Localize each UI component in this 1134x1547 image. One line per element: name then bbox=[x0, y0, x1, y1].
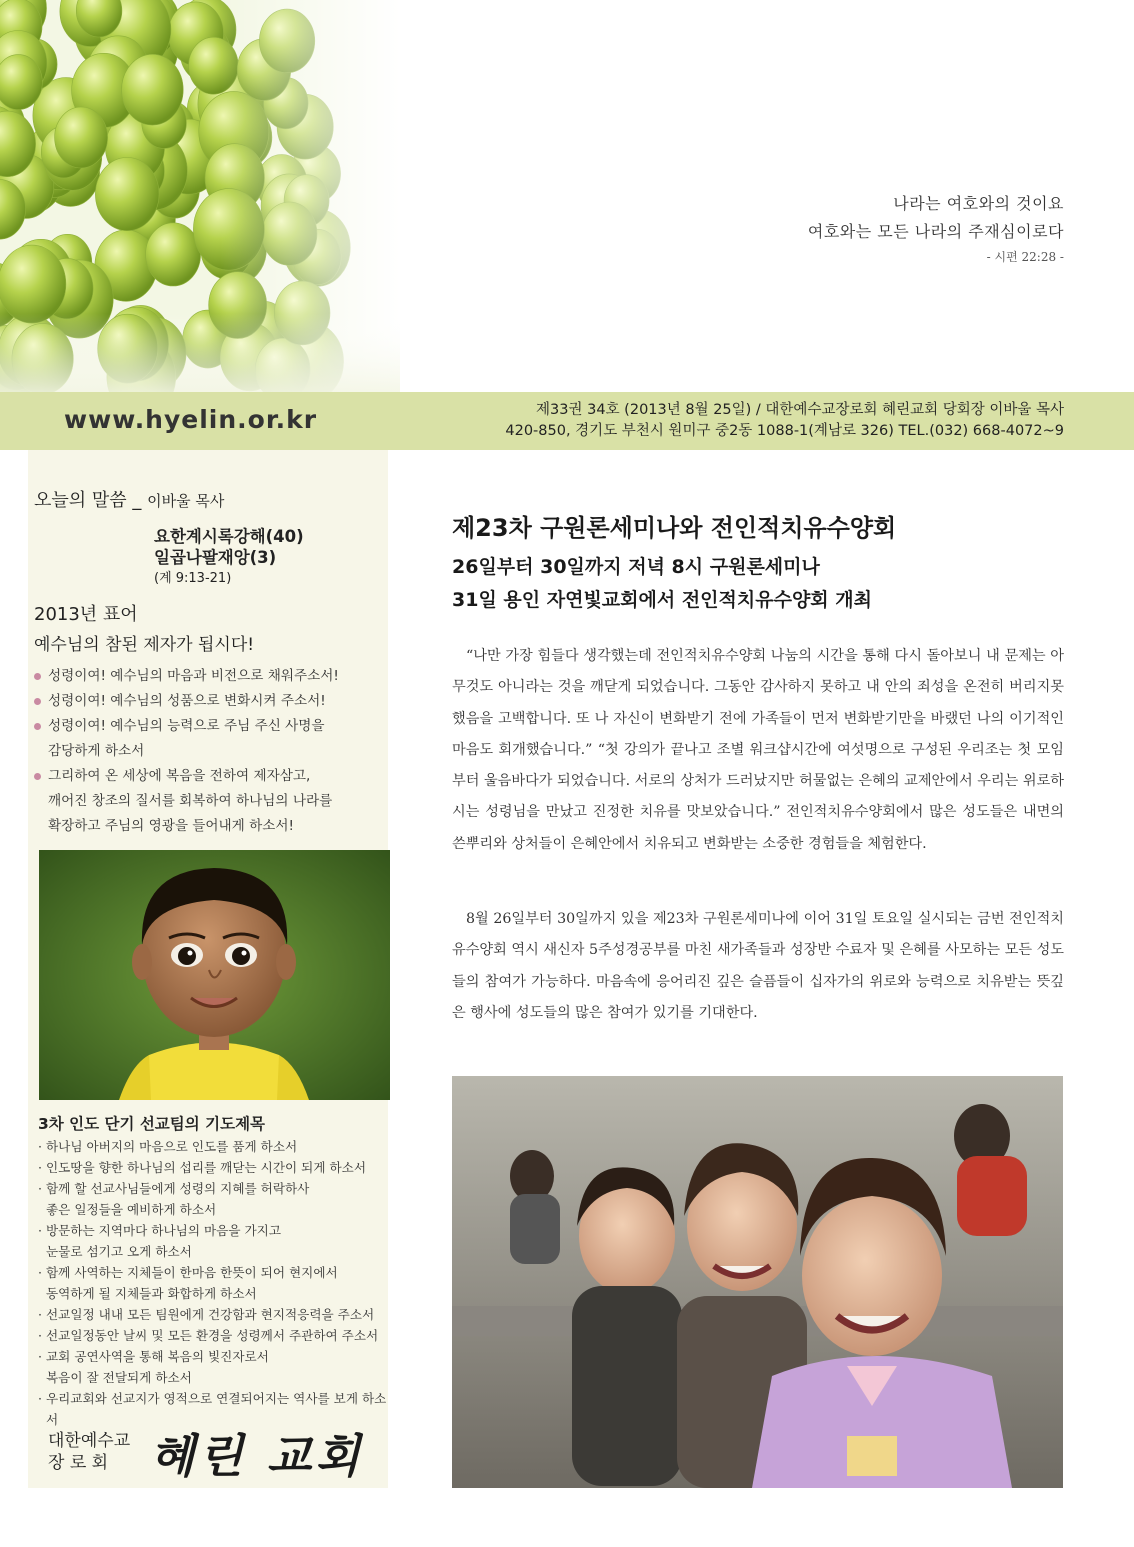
mission-item: · 우리교회와 선교지가 영적으로 연결되어지는 역사를 보게 하소서 bbox=[38, 1388, 388, 1430]
motto-text: 예수님의 참된 제자가 됩시다! bbox=[34, 635, 255, 655]
masthead-info bbox=[505, 400, 1064, 442]
sermon-title-1: 요한계시록강해(40) bbox=[154, 527, 304, 546]
motto-item: 그리하여 온 세상에 복음을 전하여 제자삼고, bbox=[34, 764, 339, 789]
masthead-band bbox=[0, 392, 1134, 450]
denomination bbox=[48, 1430, 130, 1474]
verse-line-1: 나라는 여호와의 것이요 bbox=[893, 194, 1064, 213]
motto-item: 성령이여! 예수님의 마음과 비전으로 채워주소서! bbox=[34, 664, 339, 689]
article-paragraph-1: “나만 가장 힘들다 생각했는데 전인적치유수양회 나눔의 시간을 통해 다시 돌아보니 내 문제는 아무것도 아니라는 것을 깨닫게 되었습니다. 그동안 감사하지 못하고 내 안의 죄성을 온전히 버리지못했음을 고백합니다. 또 나 자신이 변화받기 전에 가족들이 먼저 변화받기만을 바랬던 나의 이기적인 마음도 회개했습니다.” “첫 강의가 끝나고 조별 워크샵시간에 여섯명으로 구성된 우리조는 첫 모임부터 울음바다가 되었습니다. 서로의 상처가 드러났지만 허물없는 은혜의 교제안에서 우리는 위로하시는 성령님을 만났고 진정한 치유를 맛보았습니다.” 전인적치유수양회에서 많은 성도들은 내면의 쓴뿌리와 상처들이 은혜안에서 치유되고 변화받는 소중한 경험들을 체험한다. bbox=[452, 648, 1064, 852]
mission-title: 3차 인도 단기 선교팀의 기도제목 bbox=[38, 1115, 266, 1133]
article-subheading-1: 26일부터 30일까지 저녁 8시 구원론세미나 bbox=[452, 556, 820, 578]
child-photo bbox=[39, 850, 390, 1100]
mission-item: · 교회 공연사역을 통해 복음의 빛진자로서 bbox=[38, 1346, 388, 1367]
sermon-title bbox=[154, 526, 304, 589]
grapes-photo bbox=[0, 0, 400, 392]
sermon-heading: 오늘의 말씀 _ 이바울 목사 bbox=[34, 490, 225, 511]
mission-item: 눈물로 섬기고 오게 하소서 bbox=[46, 1244, 192, 1259]
motto-list bbox=[34, 664, 339, 839]
article-headline: 제23차 구원론세미나와 전인적치유수양회 bbox=[452, 514, 897, 542]
mission-list bbox=[38, 1136, 388, 1430]
verse-reference: - 시편 22:28 - bbox=[986, 250, 1064, 264]
retreat-photo bbox=[452, 1076, 1063, 1488]
mission-item: 동역하게 될 지체들과 화합하게 하소서 bbox=[46, 1286, 257, 1301]
verse-line-2: 여호와는 모든 나라의 주재심이로다 bbox=[807, 222, 1064, 241]
motto-item: 성령이여! 예수님의 성품으로 변화시켜 주소서! bbox=[34, 689, 339, 714]
denomination-line-1: 대한예수교 bbox=[48, 1431, 131, 1451]
motto-item: 성령이여! 예수님의 능력으로 주님 주신 사명을 bbox=[34, 714, 339, 739]
mission-item: · 함께 사역하는 지체들이 한마음 한뜻이 되어 현지에서 bbox=[38, 1262, 388, 1283]
church-logo: 혜린 교회 bbox=[150, 1429, 364, 1483]
sermon-title-2: 일곱나팔재앙(3) bbox=[154, 548, 277, 567]
issue-line: 제33권 34호 (2013년 8월 25일) / 대한예수교장로회 혜린교회 당회장 이바울 목사 bbox=[536, 402, 1064, 418]
motto-item: 감당하게 하소서 bbox=[48, 743, 145, 759]
denomination-line-2: 장 로 회 bbox=[48, 1453, 109, 1473]
mission-item: · 함께 할 선교사님들에게 성령의 지혜를 허락하사 bbox=[38, 1178, 388, 1199]
article-paragraph-2: 8월 26일부터 30일까지 있을 제23차 구원론세미나에 이어 31일 토요일 실시되는 금번 전인적치유수양회 역시 새신자 5주성경공부를 마친 새가족들과 성장반 수료자 및 은혜를 사모하는 모든 성도들의 참여가 가능하다. 마음속에 응어리진 깊은 슬픔들이 십자가의 위로와 능력으로 치유받는 뜻깊은 행사에 성도들의 많은 참여가 있기를 기대한다. bbox=[452, 911, 1064, 1021]
mission-item: · 방문하는 지역마다 하나님의 마음을 가지고 bbox=[38, 1220, 388, 1241]
sermon-heading-label: 오늘의 말씀 bbox=[34, 490, 127, 511]
mission-item: 좋은 일정들을 예비하게 하소서 bbox=[46, 1202, 217, 1217]
mission-item: · 선교일정동안 날씨 및 모든 환경을 성령께서 주관하여 주소서 bbox=[38, 1325, 388, 1346]
mission-item: · 하나님 아버지의 마음으로 인도를 품게 하소서 bbox=[38, 1136, 388, 1157]
motto-item: 깨어진 창조의 질서를 회복하여 하나님의 나라를 bbox=[48, 793, 333, 809]
sidebar bbox=[28, 450, 388, 1488]
scripture-verse bbox=[808, 190, 1064, 268]
sermon-pastor: 이바울 목사 bbox=[147, 492, 225, 510]
mission-item: 복음이 잘 전달되게 하소서 bbox=[46, 1370, 192, 1385]
address-line: 420-850, 경기도 부천시 원미구 중2동 1088-1(계남로 326) TEL.(032) 668-4072~9 bbox=[505, 423, 1064, 439]
motto-year: 2013년 표어 bbox=[34, 604, 138, 625]
mission-item: · 인도땅을 향한 하나님의 섭리를 깨닫는 시간이 되게 하소서 bbox=[38, 1157, 388, 1178]
sermon-reference: (계 9:13-21) bbox=[154, 571, 232, 586]
website-link[interactable]: www.hyelin.or.kr bbox=[64, 405, 318, 434]
motto-item: 확장하고 주님의 영광을 들어내게 하소서! bbox=[48, 818, 294, 834]
article-subheading-2: 31일 용인 자연빛교회에서 전인적치유수양회 개최 bbox=[452, 589, 872, 611]
mission-item: · 선교일정 내내 모든 팀원에게 건강함과 현지적응력을 주소서 bbox=[38, 1304, 388, 1325]
